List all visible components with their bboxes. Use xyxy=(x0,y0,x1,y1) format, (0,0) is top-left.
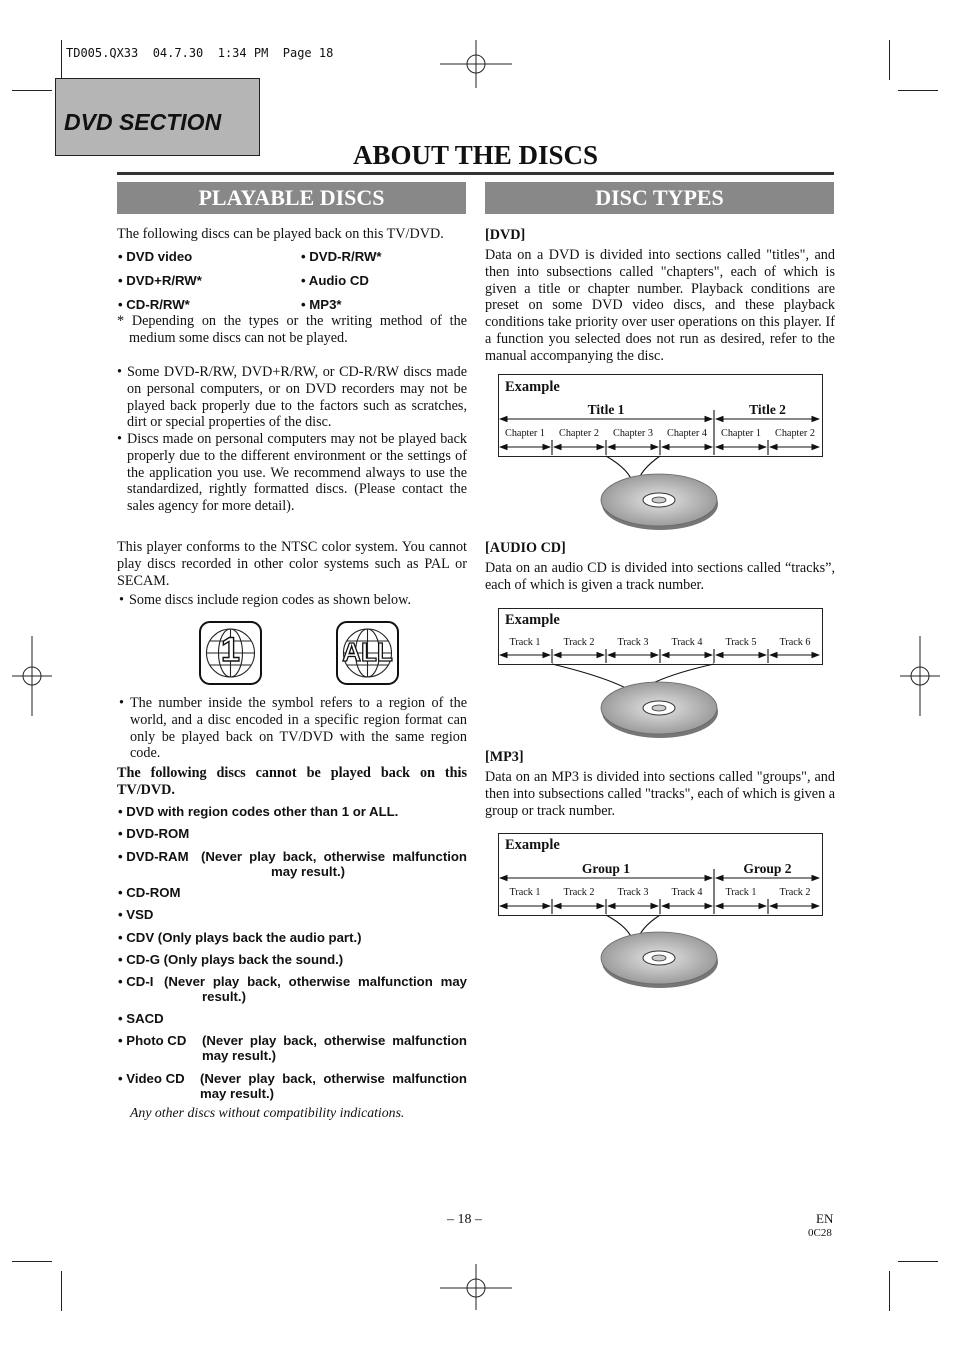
cannot-item: • DVD-ROM xyxy=(118,826,190,841)
track-label: Track 4 xyxy=(671,637,703,648)
playable-item: • DVD-R/RW* xyxy=(301,249,382,264)
track-label: Track 6 xyxy=(779,637,811,648)
section-tab-label: DVD SECTION xyxy=(64,109,222,135)
intro-text: The following discs can be played back on this TV/DVD. xyxy=(117,226,444,242)
region-note: • The number inside the symbol refers to a region of the world, and a disc encoded in a specific region format can only be played back on TV/DVD with the same region code. xyxy=(119,695,467,762)
playable-item: • Audio CD xyxy=(301,273,369,288)
chapter-label: Chapter 2 xyxy=(559,428,599,439)
track-label: Track 2 xyxy=(779,887,811,898)
region-code: 1 xyxy=(221,631,240,669)
track-label: Track 1 xyxy=(509,637,541,648)
print-header: TD005.QX33 04.7.30 1:34 PM Page 18 xyxy=(66,46,334,60)
page-number: – 18 – xyxy=(447,1212,482,1227)
cannot-item: • CD-G (Only plays back the sound.) xyxy=(118,952,344,967)
cannot-item: • CDV (Only plays back the audio part.) xyxy=(118,930,362,945)
chapter-label: Chapter 1 xyxy=(721,428,761,439)
playable-item: • CD-R/RW* xyxy=(118,297,190,312)
track-label: Track 3 xyxy=(617,637,649,648)
chapter-label: Chapter 4 xyxy=(667,428,707,439)
track-label: Track 4 xyxy=(671,887,703,898)
cannot-heading: The following discs cannot be played back on this TV/DVD. xyxy=(117,765,467,798)
cannot-item: • Photo CD (Never play back, otherwise malfunction may result.) xyxy=(118,1033,467,1063)
playable-discs-heading: PLAYABLE DISCS xyxy=(117,182,466,214)
note-item: • Discs made on personal computers may not be played back properly due to the different environment or the settings of the application you use. We recommend always to use the standardized, rightly formatted discs. (Please contact the sales agency for more detail). xyxy=(117,431,467,515)
chapter-label: Chapter 1 xyxy=(505,428,545,439)
audio-cd-text: Data on an audio CD is divided into sections called “tracks”, each of which is given a track number. xyxy=(485,560,835,593)
audio-cd-label: [AUDIO CD] xyxy=(485,540,566,556)
footnote: * Depending on the types or the writing method of the medium some discs can not be played. xyxy=(117,313,467,346)
title-label: Title 1 xyxy=(587,402,625,417)
chapter-label: Chapter 3 xyxy=(613,428,653,439)
cannot-item: • SACD xyxy=(118,1011,164,1026)
cannot-item: • DVD with region codes other than 1 or ALL. xyxy=(118,804,399,819)
cannot-item: • CD-I (Never play back, otherwise malfunction may result.) xyxy=(118,974,467,1004)
closing-note: Any other discs without compatibility indications. xyxy=(130,1105,405,1120)
track-label: Track 2 xyxy=(563,637,595,648)
region-code: ALL xyxy=(342,637,393,667)
track-label: Track 5 xyxy=(725,637,757,648)
example-label: Example xyxy=(505,612,560,628)
language-code: EN xyxy=(816,1211,834,1226)
example-label: Example xyxy=(505,379,560,395)
group-label: Group 1 xyxy=(581,861,631,876)
playable-item: • DVD+R/RW* xyxy=(118,273,202,288)
track-label: Track 1 xyxy=(725,887,757,898)
track-label: Track 2 xyxy=(563,887,595,898)
cannot-item: • VSD xyxy=(118,907,154,922)
region-intro: • Some discs include region codes as shown below. xyxy=(119,592,411,608)
dvd-label: [DVD] xyxy=(485,227,526,243)
track-label: Track 3 xyxy=(617,887,649,898)
playable-item: • MP3* xyxy=(301,297,342,312)
mp3-label: [MP3] xyxy=(485,749,524,765)
group-label: Group 2 xyxy=(743,861,792,876)
ntsc-text: This player conforms to the NTSC color system. You cannot play discs recorded in other color systems such as PAL or SECAM. xyxy=(117,539,467,589)
mp3-text: Data on an MP3 is divided into sections called "groups", and then into subsections called "tracks", each of which is given a group or track number. xyxy=(485,769,836,819)
cannot-item: • DVD-RAM (Never play back, otherwise malfunction may result.) xyxy=(118,849,467,879)
track-label: Track 1 xyxy=(509,887,541,898)
cannot-item: • Video CD (Never play back, otherwise malfunction may result.) xyxy=(118,1071,467,1101)
page-title: ABOUT THE DISCS xyxy=(352,140,599,170)
document-code: 0C28 xyxy=(808,1227,832,1239)
title-label: Title 2 xyxy=(749,402,786,417)
example-label: Example xyxy=(505,837,560,853)
note-item: • Some DVD-R/RW, DVD+R/RW, or CD-R/RW discs made on personal computers, or on DVD recorders may not be played back properly due to the factors such as scratches, dirt or special properties of the disc. xyxy=(117,364,467,431)
cannot-item: • CD-ROM xyxy=(118,885,181,900)
playable-item: • DVD video xyxy=(118,249,193,264)
dvd-text: Data on a DVD is divided into sections called "titles", and then into subsections called "chapters", each of which is given a title or chapter number. Playback conditions are preset on some DVD video discs, and these playback conditions take priority over user operations on this player. If a function you selected does not run as desired, refer to the manual accompanying the disc. xyxy=(485,247,835,364)
disc-types-heading: DISC TYPES xyxy=(485,182,834,214)
chapter-label: Chapter 2 xyxy=(775,428,815,439)
